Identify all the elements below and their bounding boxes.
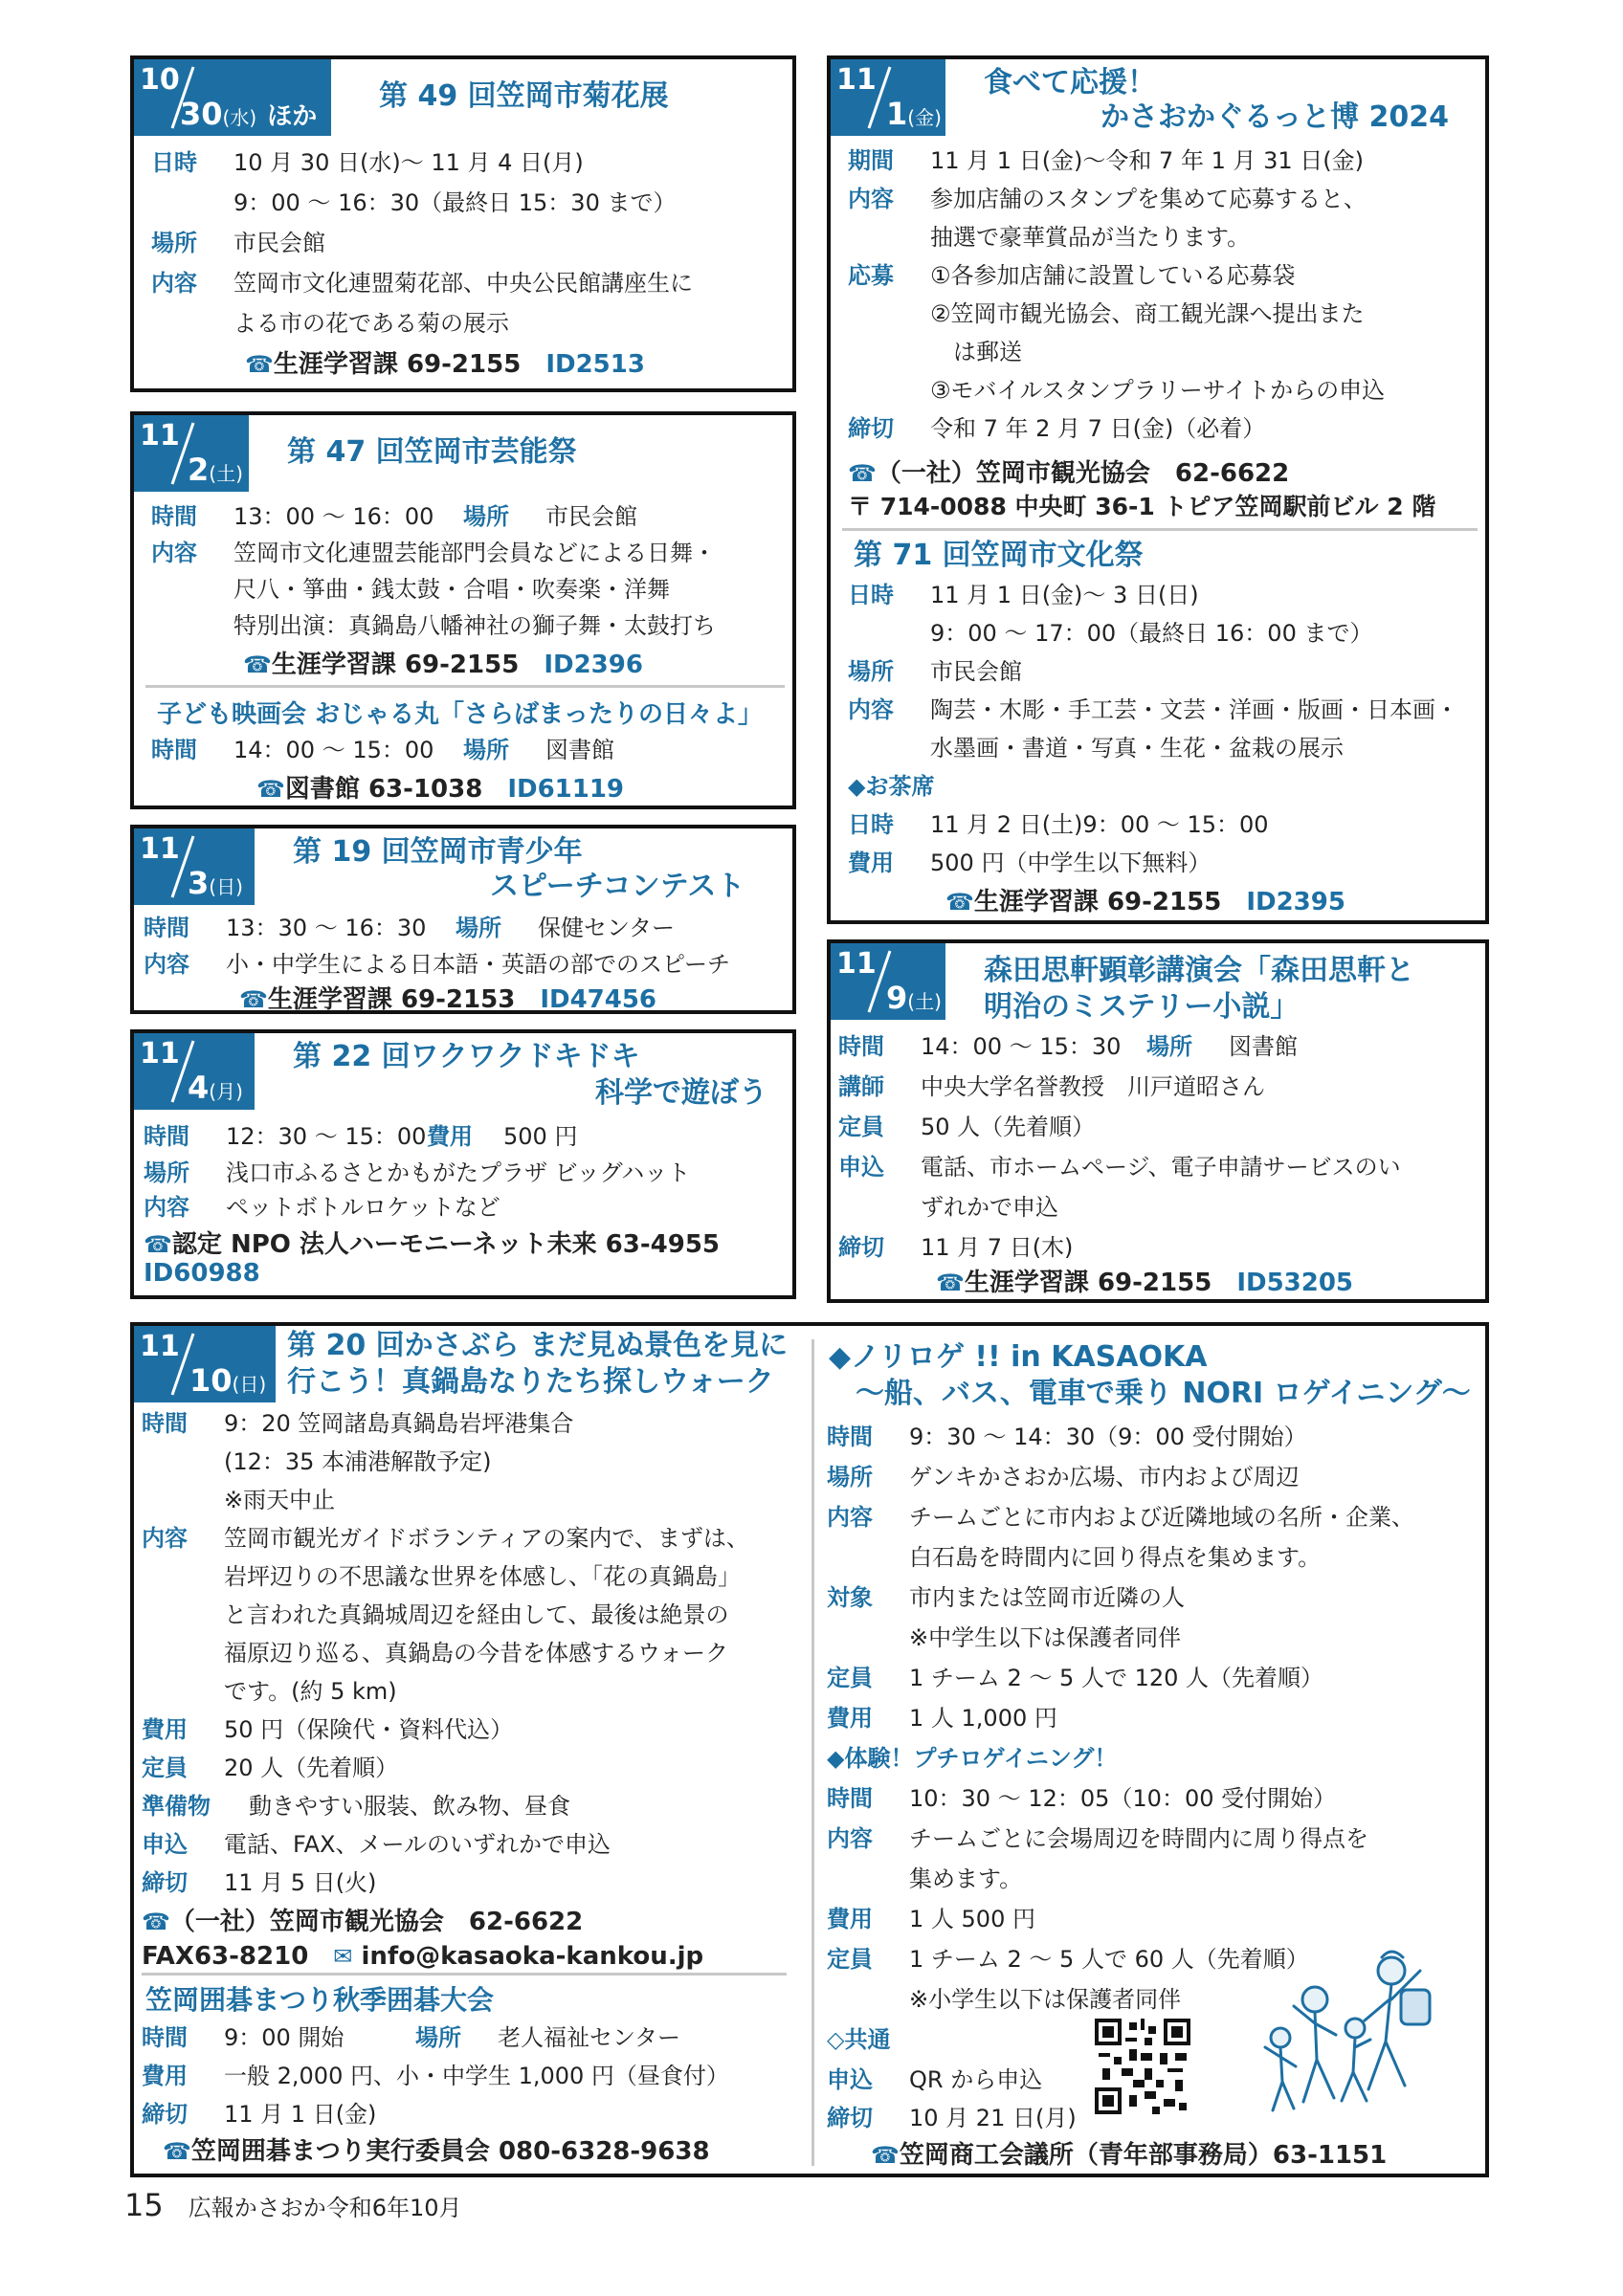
row-time-place: 時間 13：30 ～ 16：30 場所 保健センター	[144, 915, 676, 941]
event-title-2: 明治のミステリー小説」	[984, 990, 1300, 1024]
contact-line: ☎生涯学習課 69-2155 ID2513	[245, 350, 645, 379]
row-time-place: 時間 14：00 ～ 15：00 場所 図書館	[151, 737, 614, 763]
row-target: 対象 市内または笠岡市近隣の人	[827, 1584, 1185, 1611]
row-fee: 費用 1 人 500 円	[827, 1906, 1035, 1932]
row-content-2: 抽選で豪華賞品が当たります。	[930, 224, 1251, 251]
common-heading: ◇共通	[827, 2026, 891, 2053]
contact-line: ☎生涯学習課 69-2155 ID2396	[243, 651, 643, 679]
row-apply: 応募 ①各参加店舗に設置している応募袋	[848, 262, 1296, 289]
row-content-2: 尺八・箏曲・銭太鼓・合唱・吹奏楽・洋舞	[233, 576, 670, 603]
row-place: 場所 市民会館	[151, 230, 325, 256]
row-content-2: 岩坪辺りの不思議な世界を体感し、「花の真鍋島」	[224, 1563, 741, 1590]
row-place: 場所 市民会館	[848, 658, 1022, 685]
event-gurutto-box	[827, 55, 1489, 924]
row-content-2: 集めます。	[909, 1866, 1023, 1892]
date-day: 2(土)	[188, 452, 243, 488]
row-time-place: 時間 14：00 ～ 15：30 場所 図書館	[838, 1033, 1298, 1060]
tea-heading: ◆お茶席	[848, 773, 935, 800]
row-place: 場所 浅口市ふるさとかもがたプラザ ビッグハット	[144, 1159, 691, 1186]
event-title: 第 19 回笠岡市青少年	[293, 835, 583, 869]
row-time: 9：00 ～ 16：30（最終日 15：30 まで）	[233, 189, 677, 216]
petit-rogaining-heading: ◆体験！プチロゲイニング！	[827, 1745, 1118, 1772]
date-badge	[134, 415, 249, 492]
row-target-2: ※中学生以下は保護者同伴	[909, 1624, 1182, 1651]
sub-event-title: 子ども映画会 おじゃる丸「さらばまったりの日々よ」	[157, 700, 764, 729]
walking-family-illustration	[1248, 1932, 1449, 2124]
contact-line: ☎認定 NPO 法人ハーモニーネット未来 63-4955	[144, 1230, 721, 1259]
row-content: 内容 小・中学生による日本語・英語の部でのスピーチ	[144, 951, 731, 978]
row-content: 内容 チームごとに市内および近隣地域の名所・企業、	[827, 1504, 1414, 1531]
row-content: 内容 笠岡市文化連盟菊花部、中央公民館講座生に	[151, 270, 693, 297]
row-content: 内容 笠岡市観光ガイドボランティアの案内で、まずは、	[142, 1525, 749, 1552]
event-title-2: 行こう！真鍋島なりたち探しウォーク	[287, 1365, 774, 1399]
row-deadline: 締切 11 月 7 日(木)	[838, 1234, 1074, 1261]
date-month: 11	[140, 419, 180, 453]
row-time: 時間 10：30 ～ 12：05（10：00 受付開始）	[827, 1785, 1337, 1812]
sub-event-title: 笠岡囲碁まつり秋季囲碁大会	[145, 1984, 495, 2016]
telephone-icon: ☎	[144, 1231, 172, 1258]
id-line: ID60988	[144, 1259, 260, 1288]
row-time: 時間 9：20 笠岡諸島真鍋島岩坪港集合	[142, 1410, 574, 1437]
row-content-3: 特別出演：真鍋島八幡神社の獅子舞・太鼓打ち	[233, 612, 716, 639]
row-datetime: 日時 10 月 30 日(水)～ 11 月 4 日(月)	[151, 149, 584, 176]
contact-line: ☎（一社）笠岡市観光協会 62-6622	[142, 1908, 584, 1936]
date-badge	[134, 1326, 276, 1402]
telephone-icon: ☎	[245, 351, 274, 378]
row-content-4: 福原辺り巡る、真鍋島の今昔を体感するウォーク	[224, 1640, 729, 1667]
row-period: 期間 11 月 1 日(金)～令和 7 年 1 月 31 日(金)	[848, 147, 1364, 174]
telephone-icon: ☎	[848, 460, 877, 487]
row-bring: 準備物 動きやすい服装、飲み物、昼食	[142, 1793, 570, 1820]
norirogue-title: ◆ノリロゲ !! in KASAOKA	[829, 1340, 1208, 1374]
date-month: 11	[836, 947, 877, 981]
date-day: 1(金)	[886, 96, 942, 132]
row-deadline: 締切 11 月 1 日(金)	[142, 2101, 377, 2128]
row-content: 内容 チームごとに会場周辺を時間内に周り得点を	[827, 1825, 1368, 1852]
row-time-place: 時間 13：00 ～ 16：00 場所 市民会館	[151, 503, 637, 530]
row-capacity: 定員 1 チーム 2 ～ 5 人で 60 人（先着順）	[827, 1946, 1309, 1973]
event-speech-contest-box	[130, 825, 796, 1014]
row-capacity: 定員 1 チーム 2 ～ 5 人で 120 人（先着順）	[827, 1665, 1324, 1691]
page-number: 15	[124, 2187, 164, 2223]
telephone-icon: ☎	[936, 1269, 965, 1296]
event-chrysanthemum-box	[130, 55, 796, 392]
row-content: 内容 ペットボトルロケットなど	[144, 1194, 500, 1221]
divider	[145, 685, 785, 688]
row-capacity: 定員 50 人（先着順）	[838, 1114, 1096, 1140]
row-tea-datetime: 日時 11 月 2 日(土)9：00 ～ 15：00	[848, 811, 1269, 838]
qr-code[interactable]	[1095, 2019, 1190, 2114]
event-title: 第 47 回笠岡市芸能祭	[287, 435, 577, 469]
row-time-3: ※雨天中止	[224, 1487, 336, 1513]
date-month: 11	[836, 63, 877, 97]
date-month: 10	[140, 63, 180, 97]
row-apply: 申込 QR から申込	[827, 2066, 1043, 2093]
date-badge	[831, 59, 945, 136]
sub-event-title: 第 71 回笠岡市文化祭	[854, 539, 1144, 572]
date-month: 11	[140, 1330, 180, 1363]
date-month: 11	[140, 832, 180, 866]
date-badge	[831, 943, 945, 1020]
event-title: 第 49 回笠岡市菊花展	[379, 79, 669, 113]
fax-email-line: FAX63-8210 ✉ info@kasaoka-kankou.jp	[142, 1942, 704, 1971]
date-badge	[134, 1033, 255, 1110]
date-day: 3(日)	[188, 865, 243, 901]
row-apply-4: ③モバイルスタンプラリーサイトからの申込	[930, 377, 1386, 404]
event-morita-lecture-box	[827, 939, 1489, 1303]
contact-line: ☎生涯学習課 69-2153 ID47456	[239, 985, 657, 1014]
contact-line: ☎生涯学習課 69-2155 ID53205	[936, 1269, 1354, 1297]
row-apply-3: は郵送	[930, 339, 1022, 365]
telephone-icon: ☎	[163, 2138, 191, 2165]
row-apply-2: ずれかで申込	[921, 1194, 1058, 1221]
date-badge	[134, 59, 331, 136]
event-title: 森田思軒顕彰講演会「森田思軒と	[984, 954, 1414, 987]
row-deadline: 締切 11 月 5 日(火)	[142, 1869, 377, 1896]
event-title-2: かさおかぐるっと博 2024	[1101, 100, 1449, 134]
norirogue-subtitle: ～船、バス、電車で乗り NORI ロゲイニング～	[856, 1377, 1471, 1410]
row-lecturer: 講師 中央大学名誉教授 川戸道昭さん	[838, 1073, 1265, 1100]
contact-line: ☎笠岡商工会議所（青年部事務局）63-1151	[871, 2141, 1388, 2170]
contact-line: ☎図書館 63-1038 ID61119	[256, 775, 625, 804]
row-content-2: 水墨画・書道・写真・生花・盆栽の展示	[930, 735, 1344, 762]
row-content-2: 白石島を時間内に回り得点を集めます。	[909, 1544, 1322, 1571]
divider	[842, 528, 1478, 531]
row-deadline: 締切 令和 7 年 2 月 7 日(金)（必着）	[848, 415, 1266, 442]
row-content: 内容 陶芸・木彫・手工芸・文芸・洋画・版画・日本画・	[848, 696, 1458, 723]
telephone-icon: ☎	[239, 986, 268, 1013]
row-apply-2: ②笠岡市観光協会、商工観光課へ提出また	[930, 300, 1365, 327]
row-time: 9：00 ～ 17：00（最終日 16：00 まで）	[930, 620, 1373, 647]
row-content-5: です。(約 5 km)	[224, 1678, 397, 1705]
event-title-2: 科学で遊ぼう	[595, 1076, 767, 1110]
telephone-icon: ☎	[871, 2142, 900, 2169]
event-title: 食べて応援！	[984, 66, 1156, 99]
contact-line: ☎（一社）笠岡市観光協会 62-6622	[848, 459, 1290, 488]
row-deadline: 締切 10 月 21 日(月)	[827, 2105, 1077, 2131]
telephone-icon: ☎	[243, 651, 272, 678]
row-fee: 費用 一般 2,000 円、小・中学生 1,000 円（昼食付）	[142, 2063, 729, 2089]
contact-line: ☎笠岡囲碁まつり実行委員会 080-6328-9638	[163, 2137, 710, 2166]
event-title: 第 22 回ワクワクドキドキ	[293, 1040, 640, 1073]
row-time-fee: 時間 12：30 ～ 15：00費用 500 円	[144, 1123, 578, 1150]
address-line: 〒 714-0088 中央町 36-1 トピア笠岡駅前ビル 2 階	[848, 493, 1436, 520]
event-title: 第 20 回かさぶら まだ見ぬ景色を見に	[287, 1329, 789, 1362]
event-title-2: スピーチコンテスト	[490, 870, 745, 903]
event-manabeshima-walk-box	[130, 1322, 1489, 2177]
date-day: 4(月)	[188, 1070, 243, 1106]
telephone-icon: ☎	[256, 776, 285, 803]
column-divider	[812, 1339, 814, 2166]
contact-line: ☎生涯学習課 69-2155 ID2395	[945, 888, 1345, 916]
date-day: 9(土)	[886, 980, 942, 1016]
row-fee: 費用 1 人 1,000 円	[827, 1705, 1057, 1732]
row-time: 時間 9：30 ～ 14：30（9：00 受付開始）	[827, 1424, 1307, 1450]
event-science-play-box	[130, 1029, 796, 1299]
telephone-icon: ☎	[142, 1909, 170, 1935]
row-datetime: 日時 11 月 1 日(金)～ 3 日(日)	[848, 582, 1199, 608]
divider	[142, 1973, 787, 1976]
row-content: 内容 参加店舗のスタンプを集めて応募すると、	[848, 186, 1367, 212]
row-content: 内容 笠岡市文化連盟芸能部門会員などによる日舞・	[151, 540, 716, 566]
date-badge	[134, 828, 255, 905]
row-capacity: 定員 20 人（先着順）	[142, 1755, 399, 1781]
date-month: 11	[140, 1037, 180, 1071]
row-time-2: (12：35 本浦港解散予定)	[224, 1448, 492, 1475]
row-place: 場所 ゲンキかさおか広場、市内および周辺	[827, 1464, 1300, 1490]
date-day: 30(水) ほか	[180, 96, 318, 132]
telephone-icon: ☎	[945, 889, 974, 916]
mail-icon: ✉	[333, 1943, 353, 1970]
date-day: 10(日)	[189, 1362, 267, 1399]
row-apply: 申込 電話、FAX、メールのいずれかで申込	[142, 1831, 611, 1858]
event-performing-arts-box	[130, 411, 796, 809]
row-tea-fee: 費用 500 円（中学生以下無料）	[848, 850, 1212, 876]
publication-name: 広報かさおか令和6年10月	[188, 2195, 462, 2221]
row-time-place: 時間 9：00 開始 場所 老人福祉センター	[142, 2024, 681, 2051]
row-content-3: と言われた真鍋城周辺を経由して、最後は絶景の	[224, 1601, 729, 1628]
row-apply: 申込 電話、市ホームページ、電子申請サービスのい	[838, 1154, 1401, 1181]
row-content-2: よる市の花である菊の展示	[233, 310, 509, 337]
row-capacity-2: ※小学生以下は保護者同伴	[909, 1986, 1182, 2013]
row-fee: 費用 50 円（保険代・資料代込）	[142, 1716, 514, 1743]
page-footer	[124, 2187, 462, 2223]
